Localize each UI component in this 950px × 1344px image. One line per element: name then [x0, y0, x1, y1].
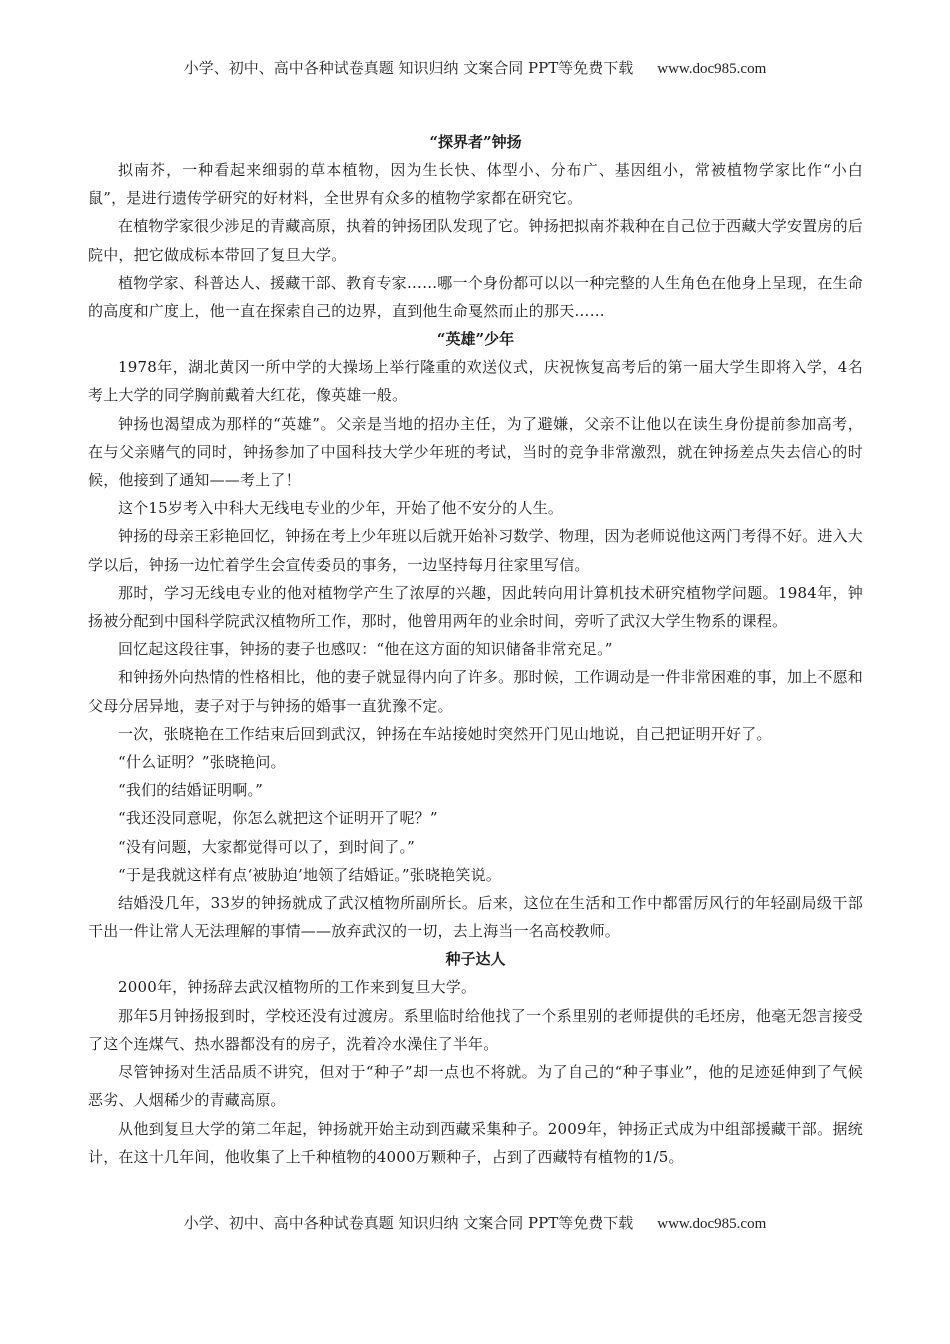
paragraph: 钟扬也渴望成为那样的“英雄”。父亲是当地的招办主任，为了避嫌，父亲不让他以在读生身份提前参加高考，在与父亲赌气的同时，钟扬参加了中国科技大学少年班的考试，当时的竞争非常激烈，就在钟扬差点失去信心的时候，他接到了通知——考上了！ — [88, 414, 863, 490]
paragraph: 钟扬的母亲王彩艳回忆，钟扬在考上少年班以后就开始补习数学、物理，因为老师说他这两门考得不好。进入大学以后，钟扬一边忙着学生会宣传委员的事务，一边坚持每月往家里写信。 — [88, 527, 863, 574]
page-footer — [0, 1213, 950, 1234]
paragraph: 回忆起这段往事，钟扬的妻子也感叹：“他在这方面的知识储备非常充足。” — [118, 640, 613, 659]
paragraph: 和钟扬外向热情的性格相比，他的妻子就显得内向了许多。那时候，工作调动是一件非常困难的事，加上不愿和父母分居异地，妻子对于与钟扬的婚事一直犹豫不定。 — [88, 668, 863, 715]
dialogue-line: “我还没同意呢，你怎么就把这个证明开了呢？” — [118, 809, 438, 828]
section-hero-youth — [88, 325, 863, 945]
section-title: “探界者”钟扬 — [429, 133, 522, 151]
paragraph: 在植物学家很少涉足的青藏高原，执着的钟扬团队发现了它。钟扬把拟南芥栽种在自己位于西藏大学安置房的后院中，把它做成标本带回了复旦大学。 — [88, 217, 863, 264]
article-body — [88, 128, 863, 1171]
paragraph: 从他到复旦大学的第二年起，钟扬就开始主动到西藏采集种子。2009年，钟扬正式成为中组部援藏干部。据统计，在这十几年间，他收集了上千种植物的4000万颗种子，占到了西藏特有植物的1/5。 — [88, 1119, 863, 1166]
header-text: 小学、初中、高中各种试卷真题 知识归纳 文案合同 PPT等免费下载 — [183, 59, 634, 77]
paragraph: 那时，学习无线电专业的他对植物学产生了浓厚的兴趣，因此转向用计算机技术研究植物学问题。1984年，钟扬被分配到中国科学院武汉植物所工作，那时，他曾用两年的业余时间，旁听了武汉大学生物系的课程。 — [88, 583, 863, 631]
paragraph: 结婚没几年，33岁的钟扬就成了武汉植物所副所长。后来，这位在生活和工作中都雷厉风行的年轻副局级干部干出一件让常人无法理解的事情——放弃武汉的一切，去上海当一名高校教师。 — [88, 894, 863, 941]
paragraph: 那年5月钟扬报到时，学校还没有过渡房。系里临时给他找了一个系里别的老师提供的毛坯房，他毫无怨言接受了这个连煤气、热水器都没有的房子，洗着冷水澡住了半年。 — [88, 1006, 863, 1053]
dialogue-line: “没有问题，大家都觉得可以了，到时间了。” — [118, 837, 416, 856]
section-seed-expert — [88, 945, 863, 1170]
dialogue-line: “我们的结婚证明啊。” — [118, 781, 264, 800]
section-explorer — [88, 128, 863, 325]
page-header — [0, 58, 950, 79]
section-title: “英雄”少年 — [436, 330, 515, 349]
paragraph: 一次，张晓艳在工作结束后回到武汉，钟扬在车站接她时突然开门见山地说，自己把证明开好了。 — [118, 724, 772, 743]
paragraph: 1978年，湖北黄冈一所中学的大操场上举行隆重的欢送仪式，庆祝恢复高考后的第一届大学生即将入学，4名考上大学的同学胸前戴着大红花，像英雄一般。 — [88, 358, 863, 405]
header-url-link[interactable]: www.doc985.com — [657, 61, 767, 77]
paragraph: 2000年，钟扬辞去武汉植物所的工作来到复旦大学。 — [118, 978, 477, 997]
paragraph: 拟南芥，一种看起来细弱的草本植物，因为生长快、体型小、分布广、基因组小，常被植物学家比作“小白鼠”，是进行遗传学研究的好材料，全世界有众多的植物学家都在研究它。 — [88, 161, 863, 208]
paragraph: 尽管钟扬对生活品质不讲究，但对于“种子”却一点也不将就。为了自己的“种子事业”，他的足迹延伸到了气候恶劣、人烟稀少的青藏高原。 — [88, 1063, 863, 1110]
dialogue-line: “于是我就这样有点‘被胁迫’地领了结婚证。”张晓艳笑说。 — [118, 865, 501, 884]
footer-url-link[interactable]: www.doc985.com — [657, 1216, 767, 1232]
paragraph: 这个15岁考入中科大无线电专业的少年，开始了他不安分的人生。 — [118, 499, 564, 518]
footer-text: 小学、初中、高中各种试卷真题 知识归纳 文案合同 PPT等免费下载 — [183, 1214, 634, 1232]
section-title: 种子达人 — [445, 950, 506, 969]
paragraph: 植物学家、科普达人、援藏干部、教育专家……哪一个身份都可以以一种完整的人生角色在他身上呈现，在生命的高度和广度上，他一直在探索自己的边界，直到他生命戛然而止的那天…… — [88, 273, 863, 321]
dialogue-line: “什么证明？”张晓艳问。 — [118, 753, 286, 772]
